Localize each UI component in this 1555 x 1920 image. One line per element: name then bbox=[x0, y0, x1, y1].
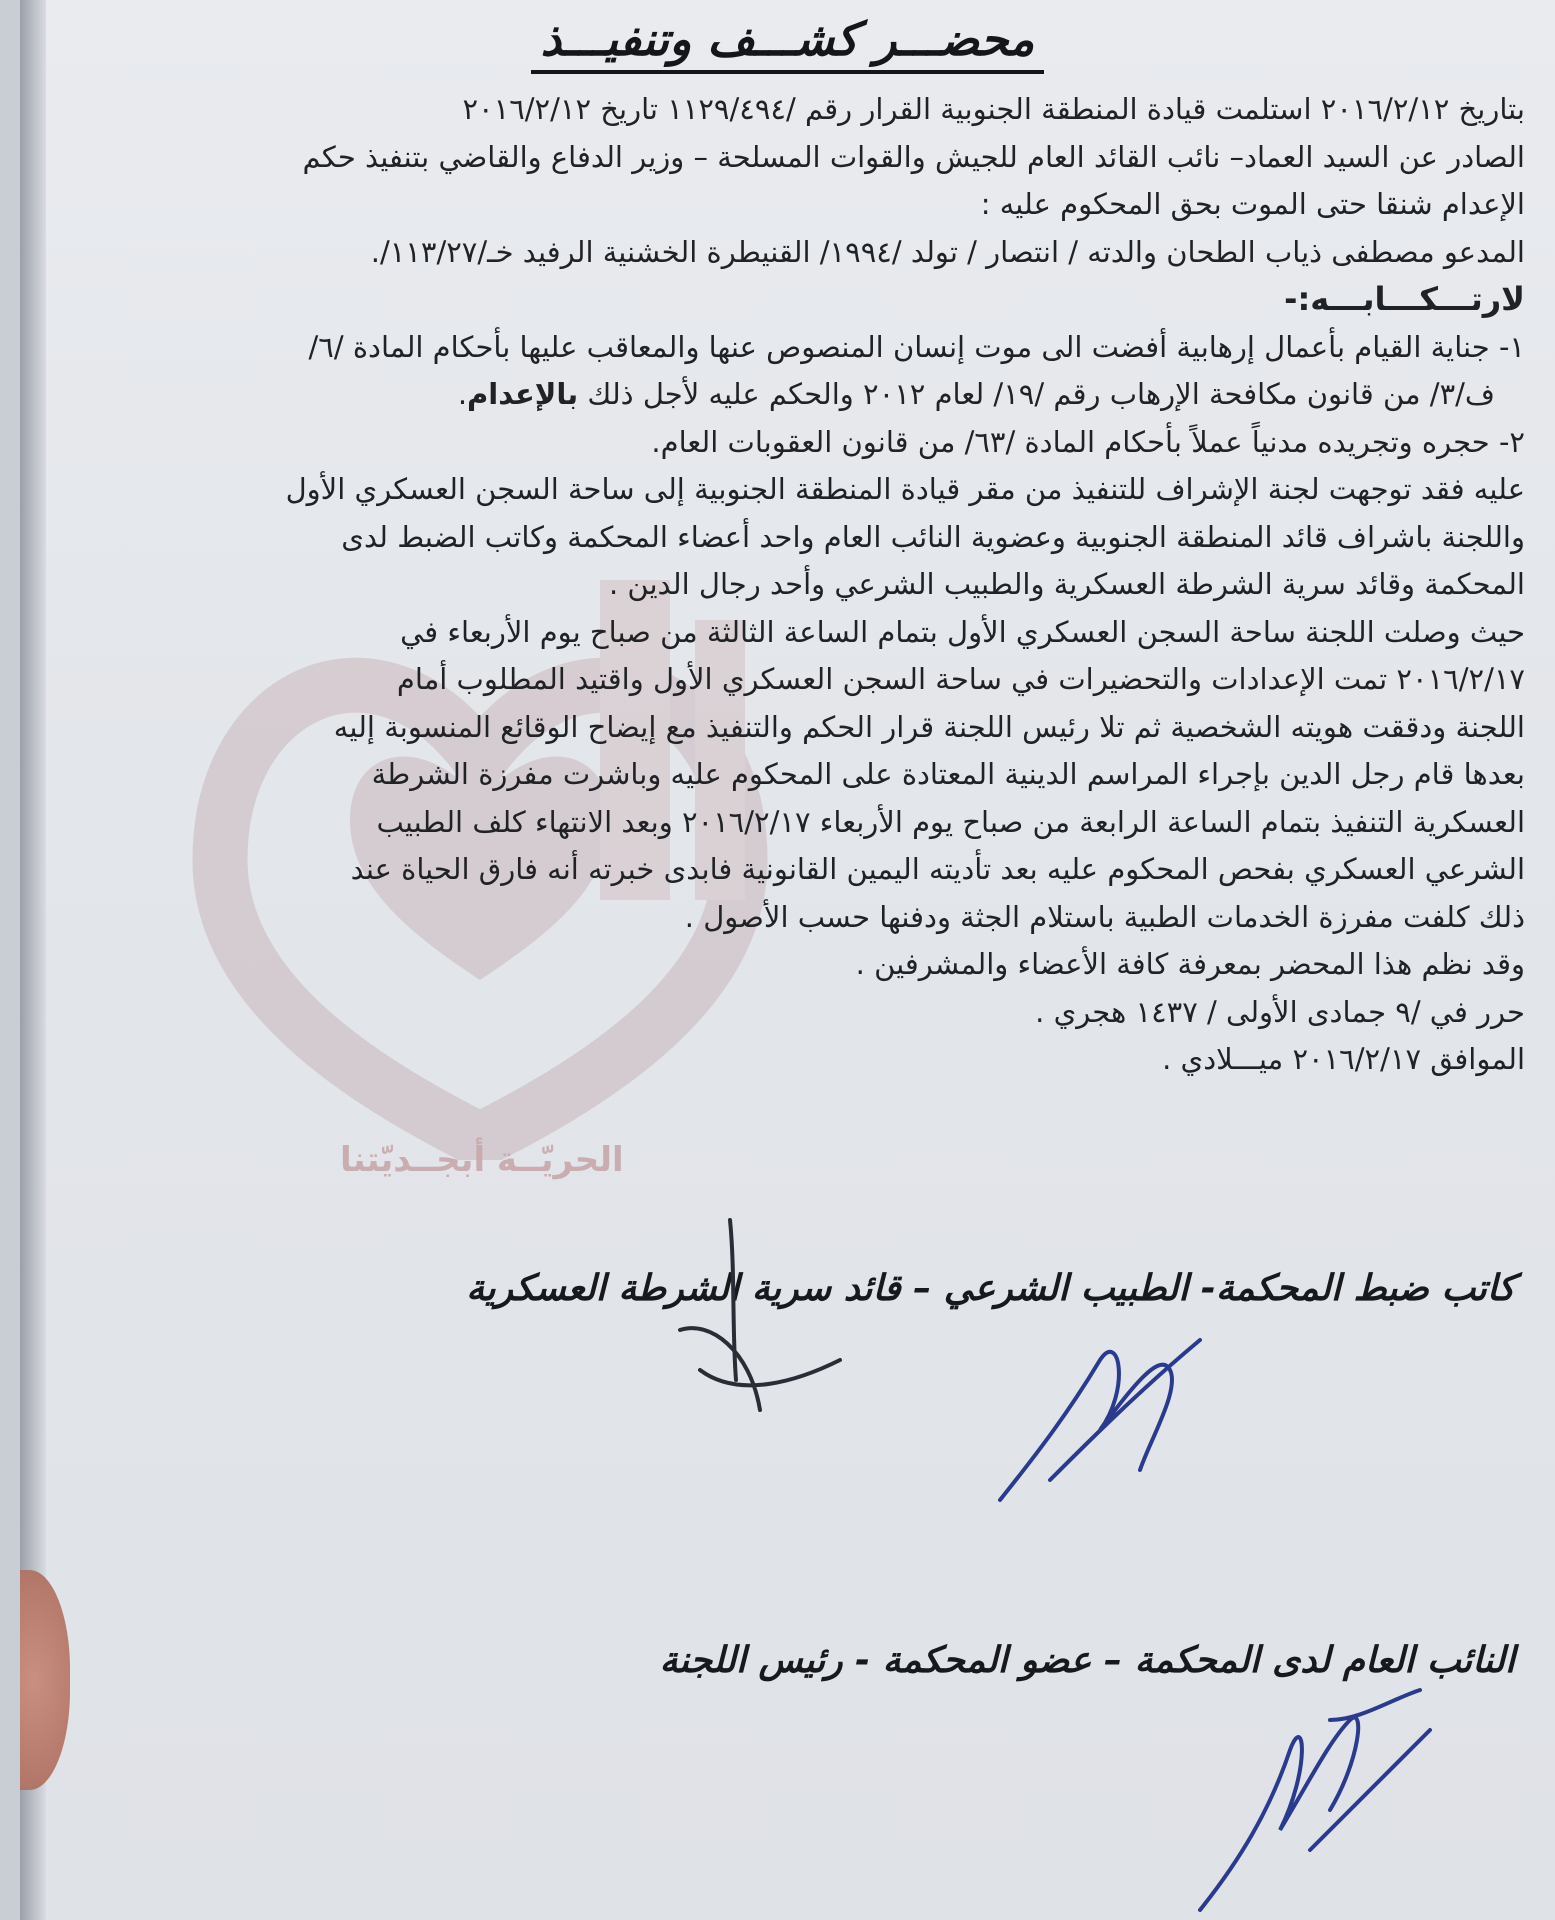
document-title bbox=[20, 12, 1555, 66]
body-line: الإعدام شنقا حتى الموت بحق المحكوم عليه : bbox=[980, 187, 1525, 221]
document-page bbox=[20, 0, 1555, 1920]
body-line: الصادر عن السيد العماد– نائب القائد العام للجيش والقوات المسلحة – وزير الدفاع والقاضي بتنفيذ حكم bbox=[302, 139, 1525, 174]
document-body bbox=[170, 86, 1525, 1084]
body-line: حرر في /٩ جمادى الأولى / ١٤٣٧ هجري . bbox=[1035, 994, 1525, 1029]
body-line-text: ف/٣/ من قانون مكافحة الإرهاب رقم /١٩/ لعام ٢٠١٢ والحكم عليه لأجل ذلك bbox=[587, 377, 1495, 411]
verdict-word: بالإعدام bbox=[467, 377, 579, 411]
body-line: ٢٠١٦/٢/١٧ تمت الإعدادات والتحضيرات في ساحة السجن العسكري الأول واقتيد المطلوب أمام bbox=[396, 662, 1525, 696]
body-line: اللجنة ودققت هويته الشخصية ثم تلا رئيس اللجنة قرار الحكم والتنفيذ مع إيضاح الوقائع المنسوبة إليه bbox=[333, 709, 1525, 744]
document-title-text: محضـــر كشـــف وتنفيـــذ bbox=[531, 12, 1045, 74]
body-line: وقد نظم هذا المحضر بمعرفة كافة الأعضاء والمشرفين . bbox=[855, 947, 1525, 981]
signature-mark bbox=[1160, 1660, 1440, 1920]
body-line: بعدها قام رجل الدين بإجراء المراسم الدينية المعتادة على المحكوم عليه وباشرت مفرزة الشرطة bbox=[371, 757, 1525, 791]
body-line: الموافق ٢٠١٦/٢/١٧ ميـــلادي . bbox=[1162, 1042, 1525, 1076]
body-line: عليه فقد توجهت لجنة الإشراف للتنفيذ من مقر قيادة المنطقة الجنوبية إلى ساحة السجن العسكري الأول bbox=[285, 472, 1525, 506]
body-line: ١- جناية القيام بأعمال إرهابية أفضت الى موت إنسان المنصوص عنها والمعاقب عليها بأحكام المادة /٦/ bbox=[308, 329, 1525, 364]
watermark-caption: الحريّــة أبجــديّتنا bbox=[340, 1140, 624, 1180]
signature-mark bbox=[640, 1210, 860, 1430]
period: . bbox=[457, 377, 468, 411]
body-line: واللجنة باشراف قائد المنطقة الجنوبية وعضوية النائب العام واحد أعضاء المحكمة وكاتب الضبط لدى bbox=[341, 519, 1525, 554]
body-line: المدعو مصطفى ذياب الطحان والدته / انتصار / تولد /١٩٩٤/ القنيطرة الخشنية الرفيد خـ/١١٣/٢٧/. bbox=[370, 234, 1525, 269]
finger-in-photo bbox=[20, 1570, 70, 1790]
signatories-line-bottom: النائب العام لدى المحكمة – عضو المحكمة - رئيس اللجنة bbox=[659, 1640, 1515, 1681]
body-line: حيث وصلت اللجنة ساحة السجن العسكري الأول بتمام الساعة الثالثة من صباح يوم الأربعاء في bbox=[400, 614, 1525, 649]
signatories-line-top: كاتب ضبط المحكمة- الطبيب الشرعي – قائد سرية الشرطة العسكرية bbox=[466, 1268, 1515, 1309]
body-line: العسكرية التنفيذ بتمام الساعة الرابعة من صباح يوم الأربعاء ٢٠١٦/٢/١٧ وبعد الانتهاء كلف الطبيب bbox=[376, 804, 1525, 839]
body-line: بتاريخ ٢٠١٦/٢/١٢ استلمت قيادة المنطقة الجنوبية القرار رقم /١١٢٩/٤٩٤ تاريخ ٢٠١٦/٢/١٢ bbox=[462, 92, 1525, 126]
body-line: الشرعي العسكري بفحص المحكوم عليه بعد تأديته اليمين القانونية فابدى خبرته أنه فارق الحياة عند bbox=[350, 852, 1525, 886]
body-line: ٢- حجره وتجريده مدنياً عملاً بأحكام المادة /٦٣/ من قانون العقوبات العام. bbox=[651, 424, 1525, 459]
body-line: المحكمة وقائد سرية الشرطة العسكرية والطبيب الشرعي وأحد رجال الدين . bbox=[608, 567, 1525, 601]
section-heading: لارتـــكـــابـــه:- bbox=[1284, 280, 1525, 318]
signature-mark bbox=[980, 1300, 1240, 1520]
body-line bbox=[170, 371, 1525, 419]
body-line: ذلك كلفت مفرزة الخدمات الطبية باستلام الجثة ودفنها حسب الأصول . bbox=[684, 899, 1525, 934]
